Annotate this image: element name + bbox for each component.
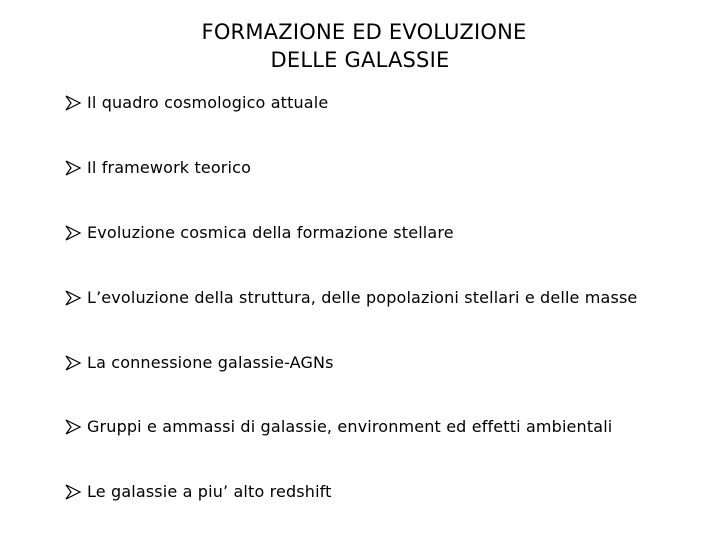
arrowhead-bullet-icon: [64, 95, 82, 111]
bullet-item: [64, 92, 328, 114]
bullet-text: Evoluzione cosmica della formazione stellare: [87, 223, 454, 242]
bullet-item: [64, 222, 454, 244]
arrowhead-bullet-icon: [64, 290, 82, 306]
bullet-item: [64, 157, 251, 179]
bullet-text: Le galassie a piu’ alto redshift: [87, 482, 332, 501]
bullet-item: [64, 416, 612, 438]
bullet-item: [64, 481, 332, 503]
bullet-text: La connessione galassie-AGNs: [87, 353, 334, 372]
bullet-text: Il framework teorico: [87, 158, 252, 177]
arrowhead-bullet-icon: [64, 225, 82, 241]
arrowhead-bullet-icon: [64, 419, 82, 435]
arrowhead-bullet-icon: [64, 355, 82, 371]
title-line-2: DELLE GALASSIE: [270, 48, 450, 72]
bullet-text: Il quadro cosmologico attuale: [87, 93, 329, 112]
bullet-item: [64, 287, 637, 309]
bullet-item: [64, 352, 334, 374]
arrowhead-bullet-icon: [64, 160, 82, 176]
bullet-text: L’evoluzione della struttura, delle popolazioni stellari e delle masse: [87, 288, 638, 307]
arrowhead-bullet-icon: [64, 484, 82, 500]
slide-title: [0, 18, 720, 74]
bullet-text: Gruppi e ammassi di galassie, environment ed effetti ambientali: [87, 417, 613, 436]
title-line-1: FORMAZIONE ED EVOLUZIONE: [201, 20, 527, 44]
